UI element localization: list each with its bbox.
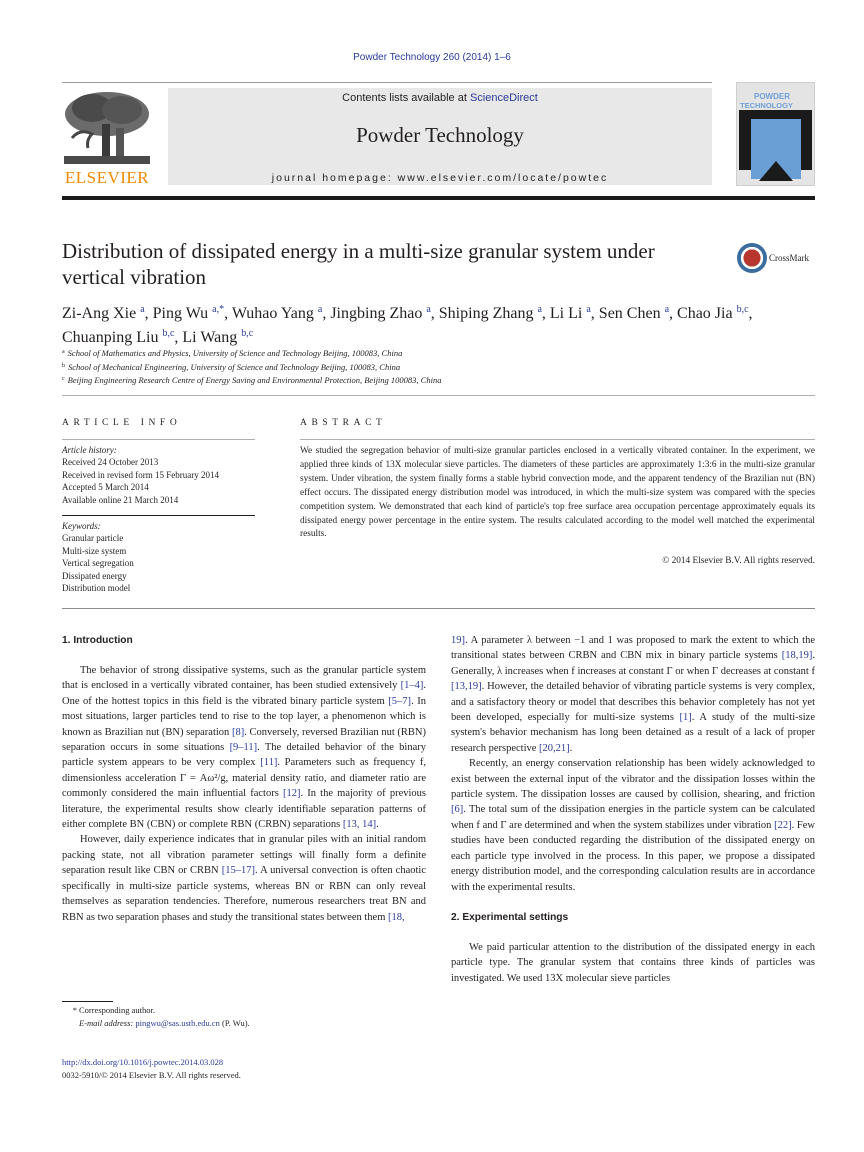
abstract-rule (300, 439, 815, 440)
citation-link[interactable]: [11] (260, 757, 278, 769)
paragraph: 19]. A parameter λ between −1 and 1 was proposed to mark the extent to which the transitional states between CRBN and CBN mix in binary particle systems [18,19]. Generally, λ increases when f increases at constant Γ or when Γ decreases at constant f [13,19]. However, the detailed behavior of vibrating particle systems is very complex, and a satisfactory theory or model that describes this behavior completely has not yet been developed, especially for multi-size systems [1]. A study of the multi-size system's behavior mechanism has long been detained as a result of a lack of proper research perspective [20,21]. (451, 635, 816, 754)
author: Wuhao Yang $^a$, (231, 304, 331, 322)
paragraph: Recently, an energy conservation relationship has been widely acknowledged to exist between the external input of the vibrator and the dissipation losses within the particle system. The dissipation losses are caused by collision, shearing, and friction [6]. The total sum of the dissipation energies in the particle system can be calculated when f and Γ are determined and when the system stabilizes under vibration [22]. Few studies have been conducted regarding the distribution of the dissipated energy on each particle type involved in the process. In this paper, we propose a dissipated energy distribution model, and the corresponding calculation results are in accordance with the experimental results. (451, 758, 815, 893)
citation-link[interactable]: [9–11] (229, 742, 258, 754)
keywords-label: Keywords: (62, 521, 101, 531)
masthead-rule (62, 196, 815, 200)
cover-title-line1: POWDER (754, 92, 790, 101)
cover-title-line2: TECHNOLOGY (740, 101, 793, 110)
section-heading-introduction: 1. Introduction (62, 635, 133, 646)
paragraph: We paid particular attention to the distribution of the dissipated energy in each particle type. The granular system that contains three kinds of particles was investigated. We used 13X molecular sieve particles (451, 941, 815, 984)
email-link[interactable]: pingwu@sas.ustb.edu.cn (135, 1018, 220, 1028)
abstract-text: We studied the segregation behavior of multi-size granular particles enclosed in a vertically vibrated container. In the experiment, we applied three kinds of 13X molecular sieve particles. The diameters of these particles are approximately 1:3:6 in the multi-size granular system. Under vibration, the system finally forms a stable hybrid convection mode, and the apparent tendency of the Brazilian nut (BN) effect occurs. The dissipated energy distribution model was introduced, in which the multi-size system was compared with the species competition system. We demonstrated that each kind of particle's top free surface area occupation percentage approximately equals its dissipated energy power percentage in the entire system. The results calculated according to the model well matched the experimental results. (300, 446, 815, 540)
doi-block (62, 1056, 432, 1082)
header-rule (62, 82, 712, 83)
citation-link[interactable]: [22] (774, 819, 792, 831)
author-affil-link[interactable]: a (140, 304, 145, 315)
history-item: Received 24 October 2013 (62, 457, 159, 468)
elsevier-tree-icon (62, 88, 152, 166)
journal-title: Powder Technology (356, 123, 524, 147)
paragraph: However, daily experience indicates that in granular piles with an initial random packing state, not all vibration parameter settings will finally form a definite separation result like CBN or CRBN [15–17]. A universal convection is often chaotic specifically in multi-size particle systems, whereas BN or RBN can only reveal themselves as separation tendencies. Therefore, numerous researchers treat BN and RBN as two separation phases and study the transitional states between them [18, (62, 834, 426, 923)
footnote (62, 1004, 432, 1030)
author: Jingbing Zhao $^a$, (330, 304, 439, 322)
keyword: Multi-size system (62, 545, 127, 556)
cover-triangle-icon (759, 161, 793, 181)
citation-link[interactable]: [12] (282, 788, 301, 800)
issn-line: 0032-5910/© 2014 Elsevier B.V. All rights reserved. (62, 1070, 241, 1080)
footnote-rule (62, 1001, 113, 1002)
body-rule (62, 608, 815, 609)
citation-link[interactable]: [1] (679, 712, 692, 724)
author: Sen Chen $^a$, (598, 304, 678, 322)
author-affil-link[interactable]: a (537, 304, 542, 315)
citation-link[interactable]: [13, 14] (342, 819, 377, 831)
contents-line (168, 92, 712, 104)
history-item: Received in revised form 15 February 2014 (62, 469, 219, 480)
keyword: Dissipated energy (62, 570, 127, 581)
author: Chuanping Liu $^{b,c}$, (62, 328, 183, 346)
affiliation: $^c$ Beijing Engineering Research Centre of Energy Saving and Environmental Protection, Beijing 100083, China (62, 375, 442, 385)
crossmark-icon (737, 243, 767, 273)
paragraph: The behavior of strong dissipative systems, such as the granular particle system that is enclosed in a vertically vibrated container, has been studied extensively [1–4]. One of the hottest topics in this field is the vibrated binary particle system [5–7]. In most situations, larger particles tend to rise to the top layer, a phenomenon which is known as Brazilian nut (BN) separation [8]. Conversely, reversed Brazilian nut (RBN) separation occurs in some situations [9–11]. The detailed behavior of the binary particle system appears to be very complex [11]. Parameters such as frequency f, dimensionless acceleration Γ = Aω²/g, material density ratio, and diameter ratio are commonly considered the main influential factors [12]. In the majority of previous literature, the experimental results show clearly identifiable separation patterns of either complete BN (CBN) or complete RBN (CRBN) separations [13, 14]. (62, 665, 427, 831)
author-affil-link[interactable]: a (317, 304, 323, 315)
body-column-left (62, 633, 426, 925)
keywords-rule (62, 515, 255, 516)
author-affil-link[interactable]: b,c (736, 304, 749, 315)
citation-link[interactable]: [18, (388, 911, 405, 923)
article-history (62, 444, 262, 506)
keyword: Granular particle (62, 533, 124, 544)
citation-link[interactable]: [15–17] (221, 865, 255, 877)
doi-link[interactable]: http://dx.doi.org/10.1016/j.powtec.2014.03.028 (62, 1057, 224, 1067)
affiliation: $^b$ School of Mechanical Engineering, University of Science and Technology Beijing, 100083, China (62, 361, 401, 372)
citation-link[interactable]: [13,19] (451, 681, 482, 693)
keyword: Distribution model (62, 583, 131, 594)
article-info-rule (62, 439, 255, 440)
footnote-star: * (72, 1005, 77, 1015)
history-item: Available online 21 March 2014 (62, 494, 179, 505)
author-affil-link[interactable]: a (426, 304, 431, 315)
article-info-heading: ARTICLE INFO (62, 418, 182, 428)
author-list (62, 300, 822, 348)
citation-link[interactable]: [20,21] (539, 742, 570, 754)
author-affil-link[interactable]: a (664, 304, 670, 315)
crossmark-label: CrossMark (769, 253, 809, 263)
journal-banner (168, 88, 712, 185)
crossmark-badge[interactable] (737, 243, 817, 277)
author-affil-link[interactable]: b,c (241, 328, 254, 339)
elsevier-logo[interactable] (62, 88, 152, 188)
abstract-heading: ABSTRACT (300, 418, 387, 428)
author: Li Wang $^{b,c}$ (182, 328, 254, 346)
citation-link[interactable]: [1–4] (400, 680, 424, 692)
journal-cover[interactable] (736, 82, 815, 186)
citation-link[interactable]: [6] (451, 804, 464, 816)
body-column-right (451, 633, 815, 986)
article-title: Distribution of dissipated energy in a multi-size granular system under vertical vibration (62, 239, 655, 289)
author: Chao Jia $^{b,c}$, (677, 304, 753, 322)
affiliation: $^a$ School of Mathematics and Physics, University of Science and Technology Beijing, 100083, China (62, 348, 403, 358)
running-head[interactable]: Powder Technology 260 (2014) 1–6 (353, 52, 511, 63)
author: Zi-Ang Xie $^a$, (62, 304, 153, 322)
author: Ping Wu $^{a,*}$, (152, 304, 232, 322)
journal-homepage[interactable]: journal homepage: www.elsevier.com/locate/powtec (271, 172, 609, 184)
sciencedirect-link[interactable]: ScienceDirect (469, 92, 538, 104)
elsevier-wordmark: ELSEVIER (64, 168, 150, 187)
history-item: Accepted 5 March 2014 (62, 482, 149, 493)
keyword: Vertical segregation (62, 558, 134, 569)
contents-prefix: Contents lists available at (342, 92, 470, 104)
footnote-corresponding: * Corresponding author. (62, 1004, 432, 1017)
author: Li Li $^a$, (549, 304, 599, 322)
cover-subtitle (740, 101, 793, 110)
author-affil-link[interactable]: b,c (162, 328, 175, 339)
citation-link[interactable]: 19] (451, 635, 465, 646)
section-heading-experimental: 2. Experimental settings (451, 911, 569, 923)
citation-link[interactable]: [8] (231, 726, 245, 738)
history-label: Article history: (62, 445, 117, 455)
author: Shiping Zhang $^a$, (438, 304, 550, 322)
section-rule (62, 395, 815, 396)
affiliations (62, 346, 822, 387)
author-affil-link[interactable]: a (586, 304, 591, 315)
cover-title (754, 92, 790, 101)
citation-link[interactable]: [5–7] (388, 695, 412, 707)
author-affil-link[interactable]: a,* (212, 304, 225, 315)
abstract-copyright: © 2014 Elsevier B.V. All rights reserved. (662, 556, 815, 566)
citation-link[interactable]: [18,19] (781, 650, 813, 662)
footnote-email: E-mail address: pingwu@sas.ustb.edu.cn (P. Wu). (79, 1018, 250, 1028)
keywords (62, 520, 262, 594)
